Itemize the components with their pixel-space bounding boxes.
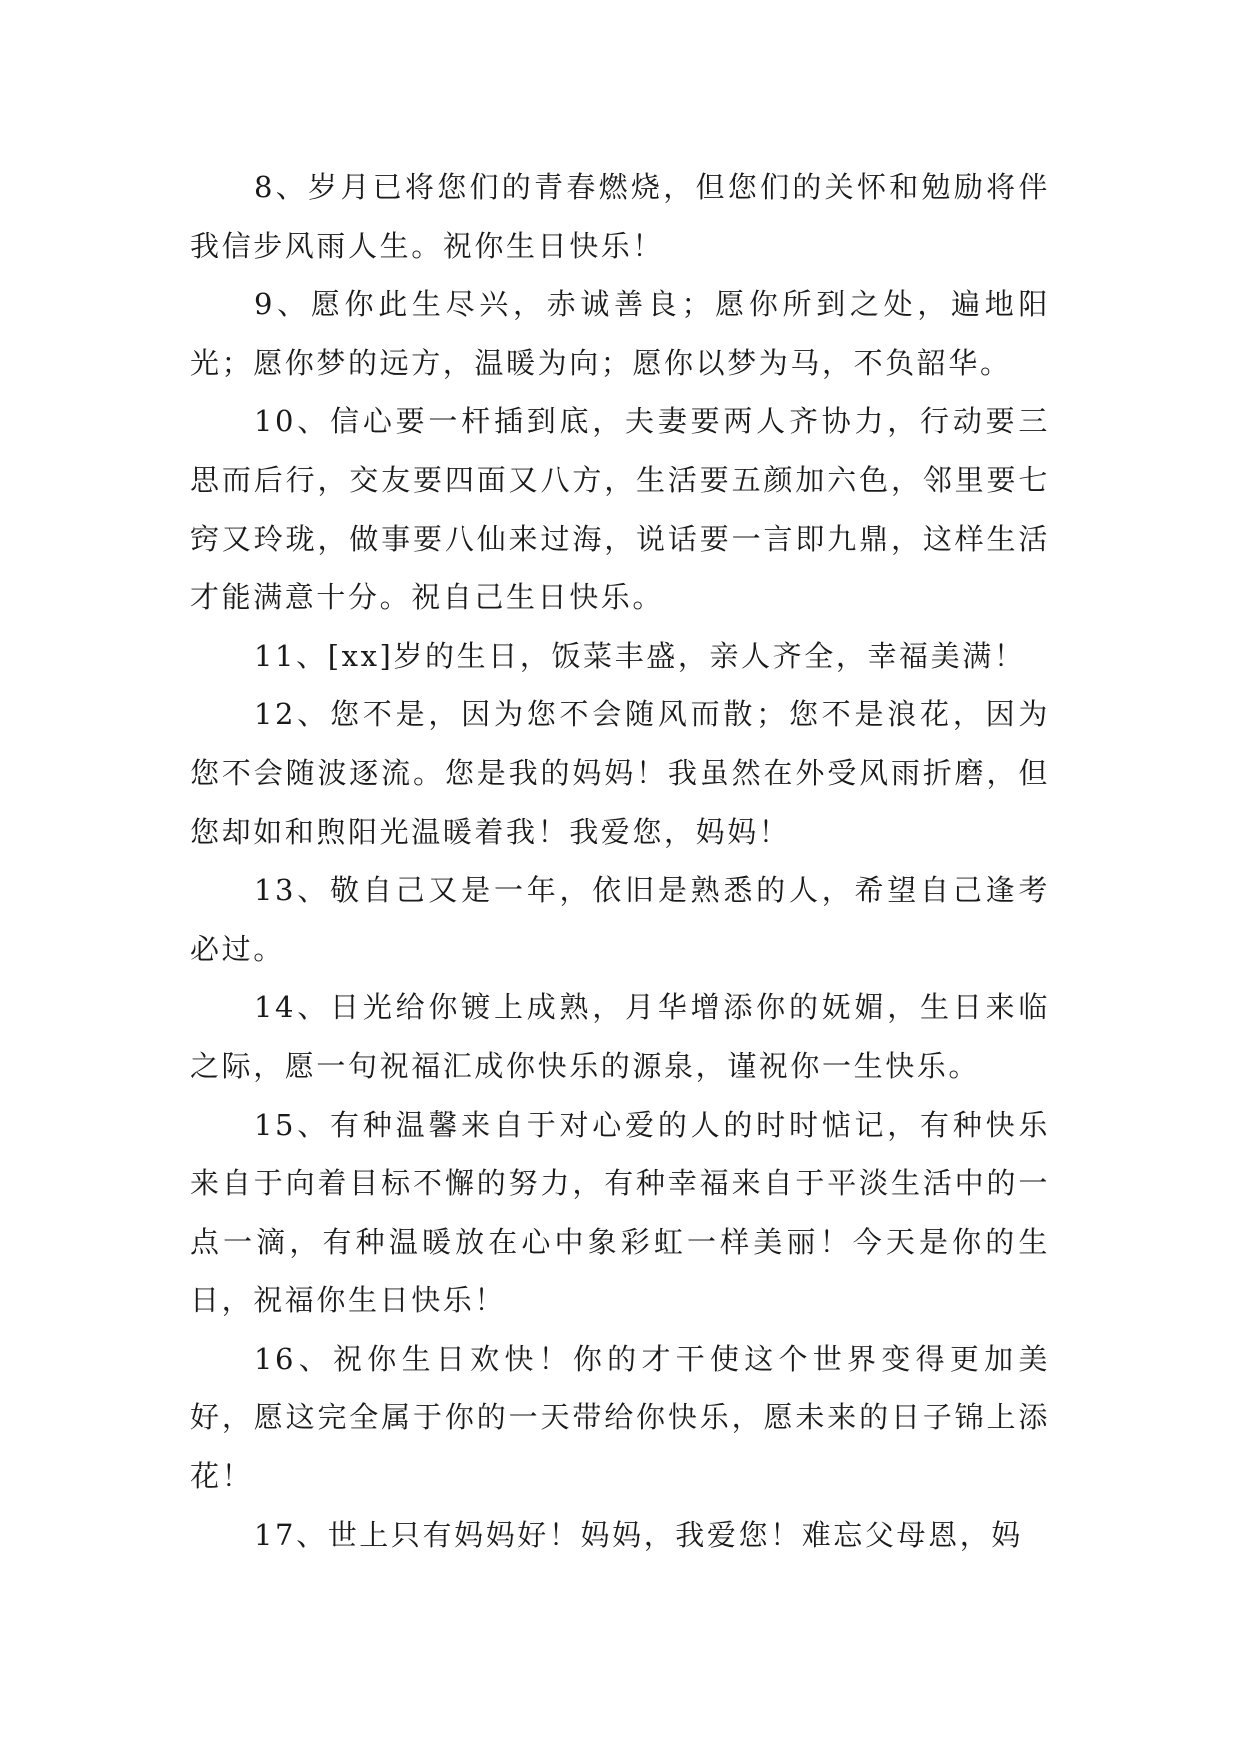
paragraph-9: 9、愿你此生尽兴，赤诚善良；愿你所到之处，遍地阳光；愿你梦的远方，温暖为向；愿你以梦为马，不负韶华。: [190, 287, 1050, 380]
paragraph-15: 15、有种温馨来自于对心爱的人的时时惦记，有种快乐来自于向着目标不懈的努力，有种幸福来自于平淡生活中的一点一滴，有种温暖放在心中象彩虹一样美丽！今天是你的生日，祝福你生日快乐！: [190, 1107, 1050, 1318]
paragraph-14: 14、日光给你镀上成熟，月华增添你的妩媚，生日来临之际，愿一句祝福汇成你快乐的源泉，谨祝你一生快乐。: [190, 990, 1050, 1083]
paragraph-16: 16、祝你生日欢快！你的才干使这个世界变得更加美好，愿这完全属于你的一天带给你快乐，愿未来的日子锦上添花！: [190, 1341, 1050, 1494]
document-body: [190, 158, 1050, 1564]
paragraph-12: 12、您不是，因为您不会随风而散；您不是浪花，因为您不会随波逐流。您是我的妈妈！我虽然在外受风雨折磨，但您却如和煦阳光温暖着我！我爱您，妈妈！: [190, 697, 1050, 849]
paragraph-8: 8、岁月已将您们的青春燃烧，但您们的关怀和勉励将伴我信步风雨人生。祝你生日快乐！: [190, 170, 1050, 263]
paragraph-13: 13、敬自己又是一年，依旧是熟悉的人，希望自己逢考必过。: [190, 873, 1050, 966]
paragraph-17: 17、世上只有妈妈好！妈妈，我爱您！难忘父母恩，妈: [254, 1517, 1023, 1552]
paragraph-11: 11、[xx]岁的生日，饭菜丰盛，亲人齐全，幸福美满！: [254, 638, 1026, 673]
paragraph-10: 10、信心要一杆插到底，夫妻要两人齐协力，行动要三思而后行，交友要四面又八方，生活要五颜加六色，邻里要七窍又玲珑，做事要八仙来过海，说话要一言即九鼎，这样生活才能满意十分。祝自己生日快乐。: [190, 404, 1050, 615]
